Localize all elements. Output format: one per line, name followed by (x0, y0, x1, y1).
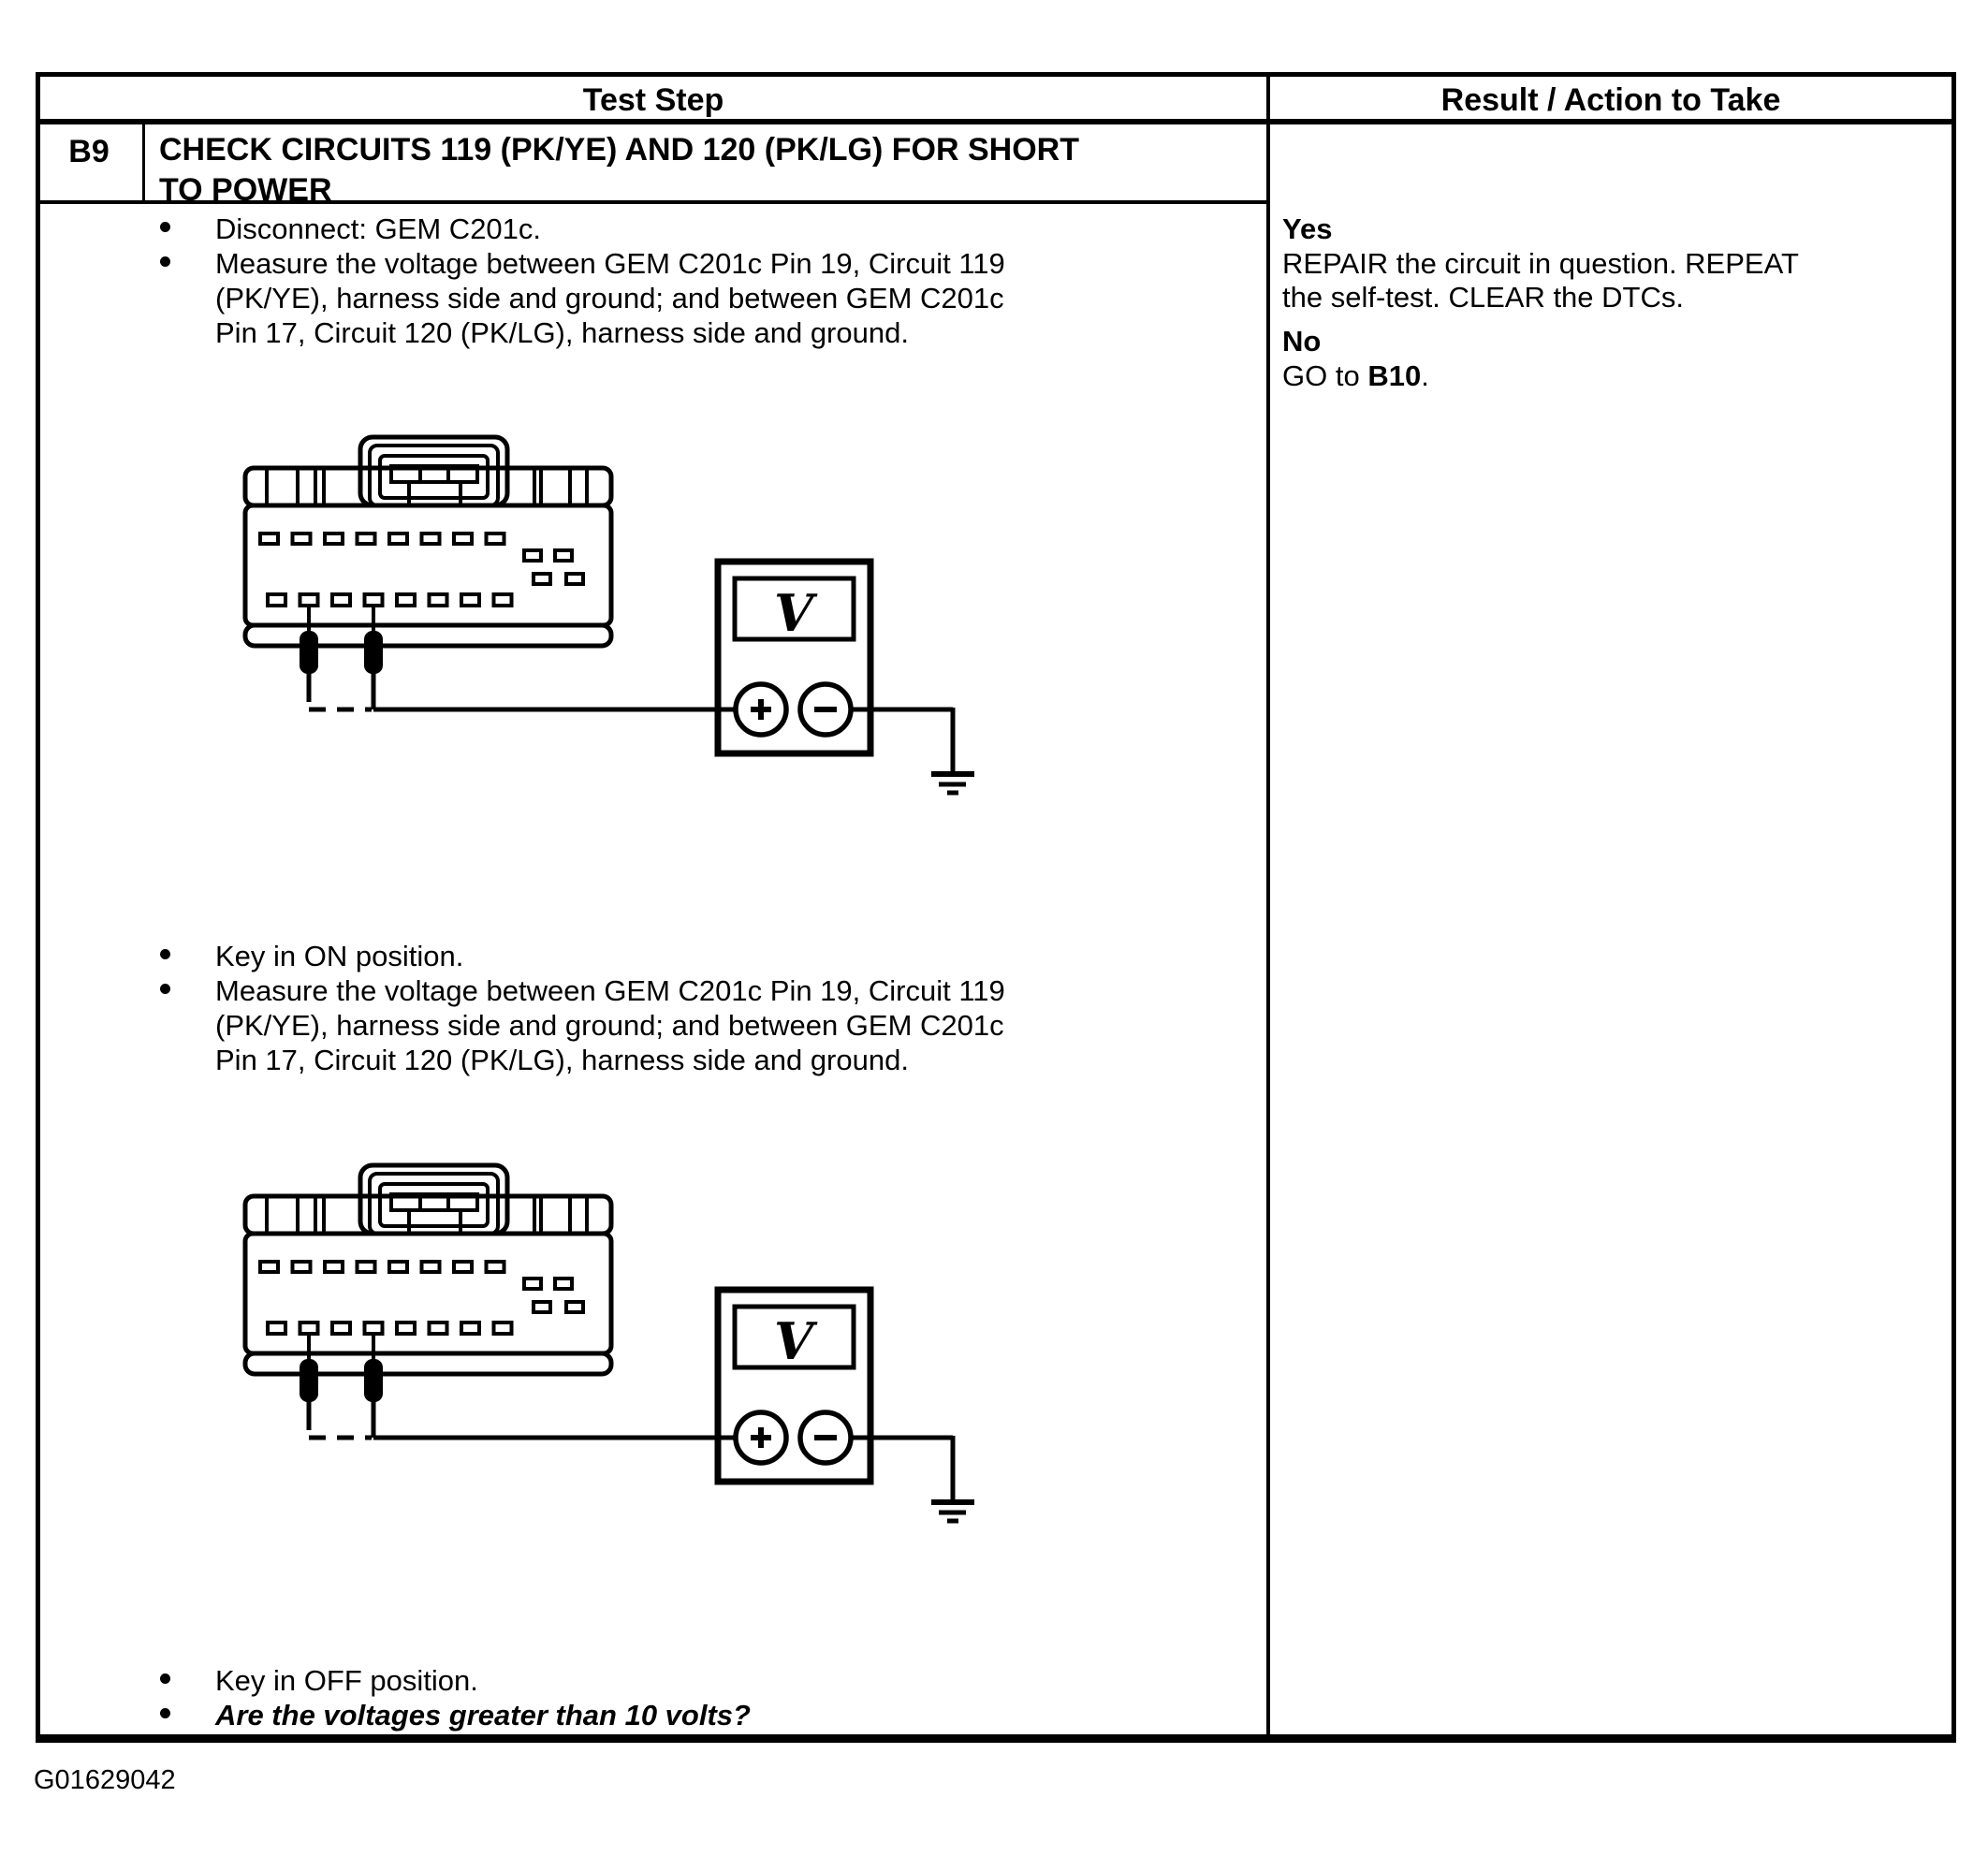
step-id: B9 (68, 134, 110, 169)
voltmeter-display-label: V (774, 1311, 813, 1371)
bullet-icon (160, 1708, 170, 1718)
bullet-icon (160, 949, 170, 959)
connector-voltmeter-diagram-2 (215, 1149, 1006, 1533)
gem-connector (245, 437, 974, 793)
instruction-line: Key in ON position. (215, 940, 464, 972)
result-action-column-header: Result / Action to Take (1440, 82, 1781, 118)
gem-connector (245, 1165, 974, 1521)
ground-icon (931, 1502, 974, 1521)
step-title-line-1: CHECK CIRCUITS 119 (PK/YE) AND 120 (PK/LG) FOR SHORT (159, 132, 1079, 168)
bullet-icon (160, 984, 170, 994)
ground-icon (931, 774, 974, 793)
pin-cavities (260, 1262, 583, 1334)
instruction-line: Pin 17, Circuit 120 (PK/LG), harness side and ground. (215, 1044, 909, 1076)
yes-action-line: REPAIR the circuit in question. REPEAT (1282, 247, 1799, 280)
step-title-line-2: TO POWER (159, 172, 332, 208)
test-step-column-header: Test Step (582, 82, 724, 118)
instruction-line: Disconnect: GEM C201c. (215, 212, 542, 245)
test-probes (301, 1334, 381, 1438)
bullet-icon (160, 1673, 170, 1684)
figure-id: G01629042 (34, 1765, 176, 1795)
instruction-line: (PK/YE), harness side and ground; and between GEM C201c (215, 282, 1004, 314)
no-action-prefix: GO to (1282, 359, 1368, 392)
connector-voltmeter-diagram-1 (215, 421, 1006, 805)
test-question: Are the voltages greater than 10 volts? (215, 1699, 751, 1732)
bullet-icon (160, 222, 170, 232)
no-action-suffix: . (1421, 359, 1429, 392)
yes-action-line: the self-test. CLEAR the DTCs. (1282, 281, 1684, 314)
test-probes (301, 606, 381, 709)
instruction-line: (PK/YE), harness side and ground; and between GEM C201c (215, 1009, 1004, 1042)
no-action-target-step: B10 (1367, 359, 1422, 392)
yes-label: Yes (1282, 212, 1333, 245)
instruction-line: Pin 17, Circuit 120 (PK/LG), harness side and ground. (215, 316, 909, 349)
connector-latch (360, 437, 507, 505)
step-id-cell-divider (142, 124, 145, 202)
bullet-icon (160, 256, 170, 267)
instruction-line: Measure the voltage between GEM C201c Pin 19, Circuit 119 (215, 247, 1005, 280)
no-action-line (1282, 358, 1429, 393)
connector-latch (360, 1165, 507, 1234)
voltmeter-display-label: V (774, 583, 813, 643)
instruction-line: Measure the voltage between GEM C201c Pin 19, Circuit 119 (215, 974, 1005, 1007)
instruction-line: Key in OFF position. (215, 1664, 478, 1697)
column-divider (1266, 72, 1270, 1743)
no-label: No (1282, 325, 1322, 358)
pin-cavities (260, 533, 583, 606)
